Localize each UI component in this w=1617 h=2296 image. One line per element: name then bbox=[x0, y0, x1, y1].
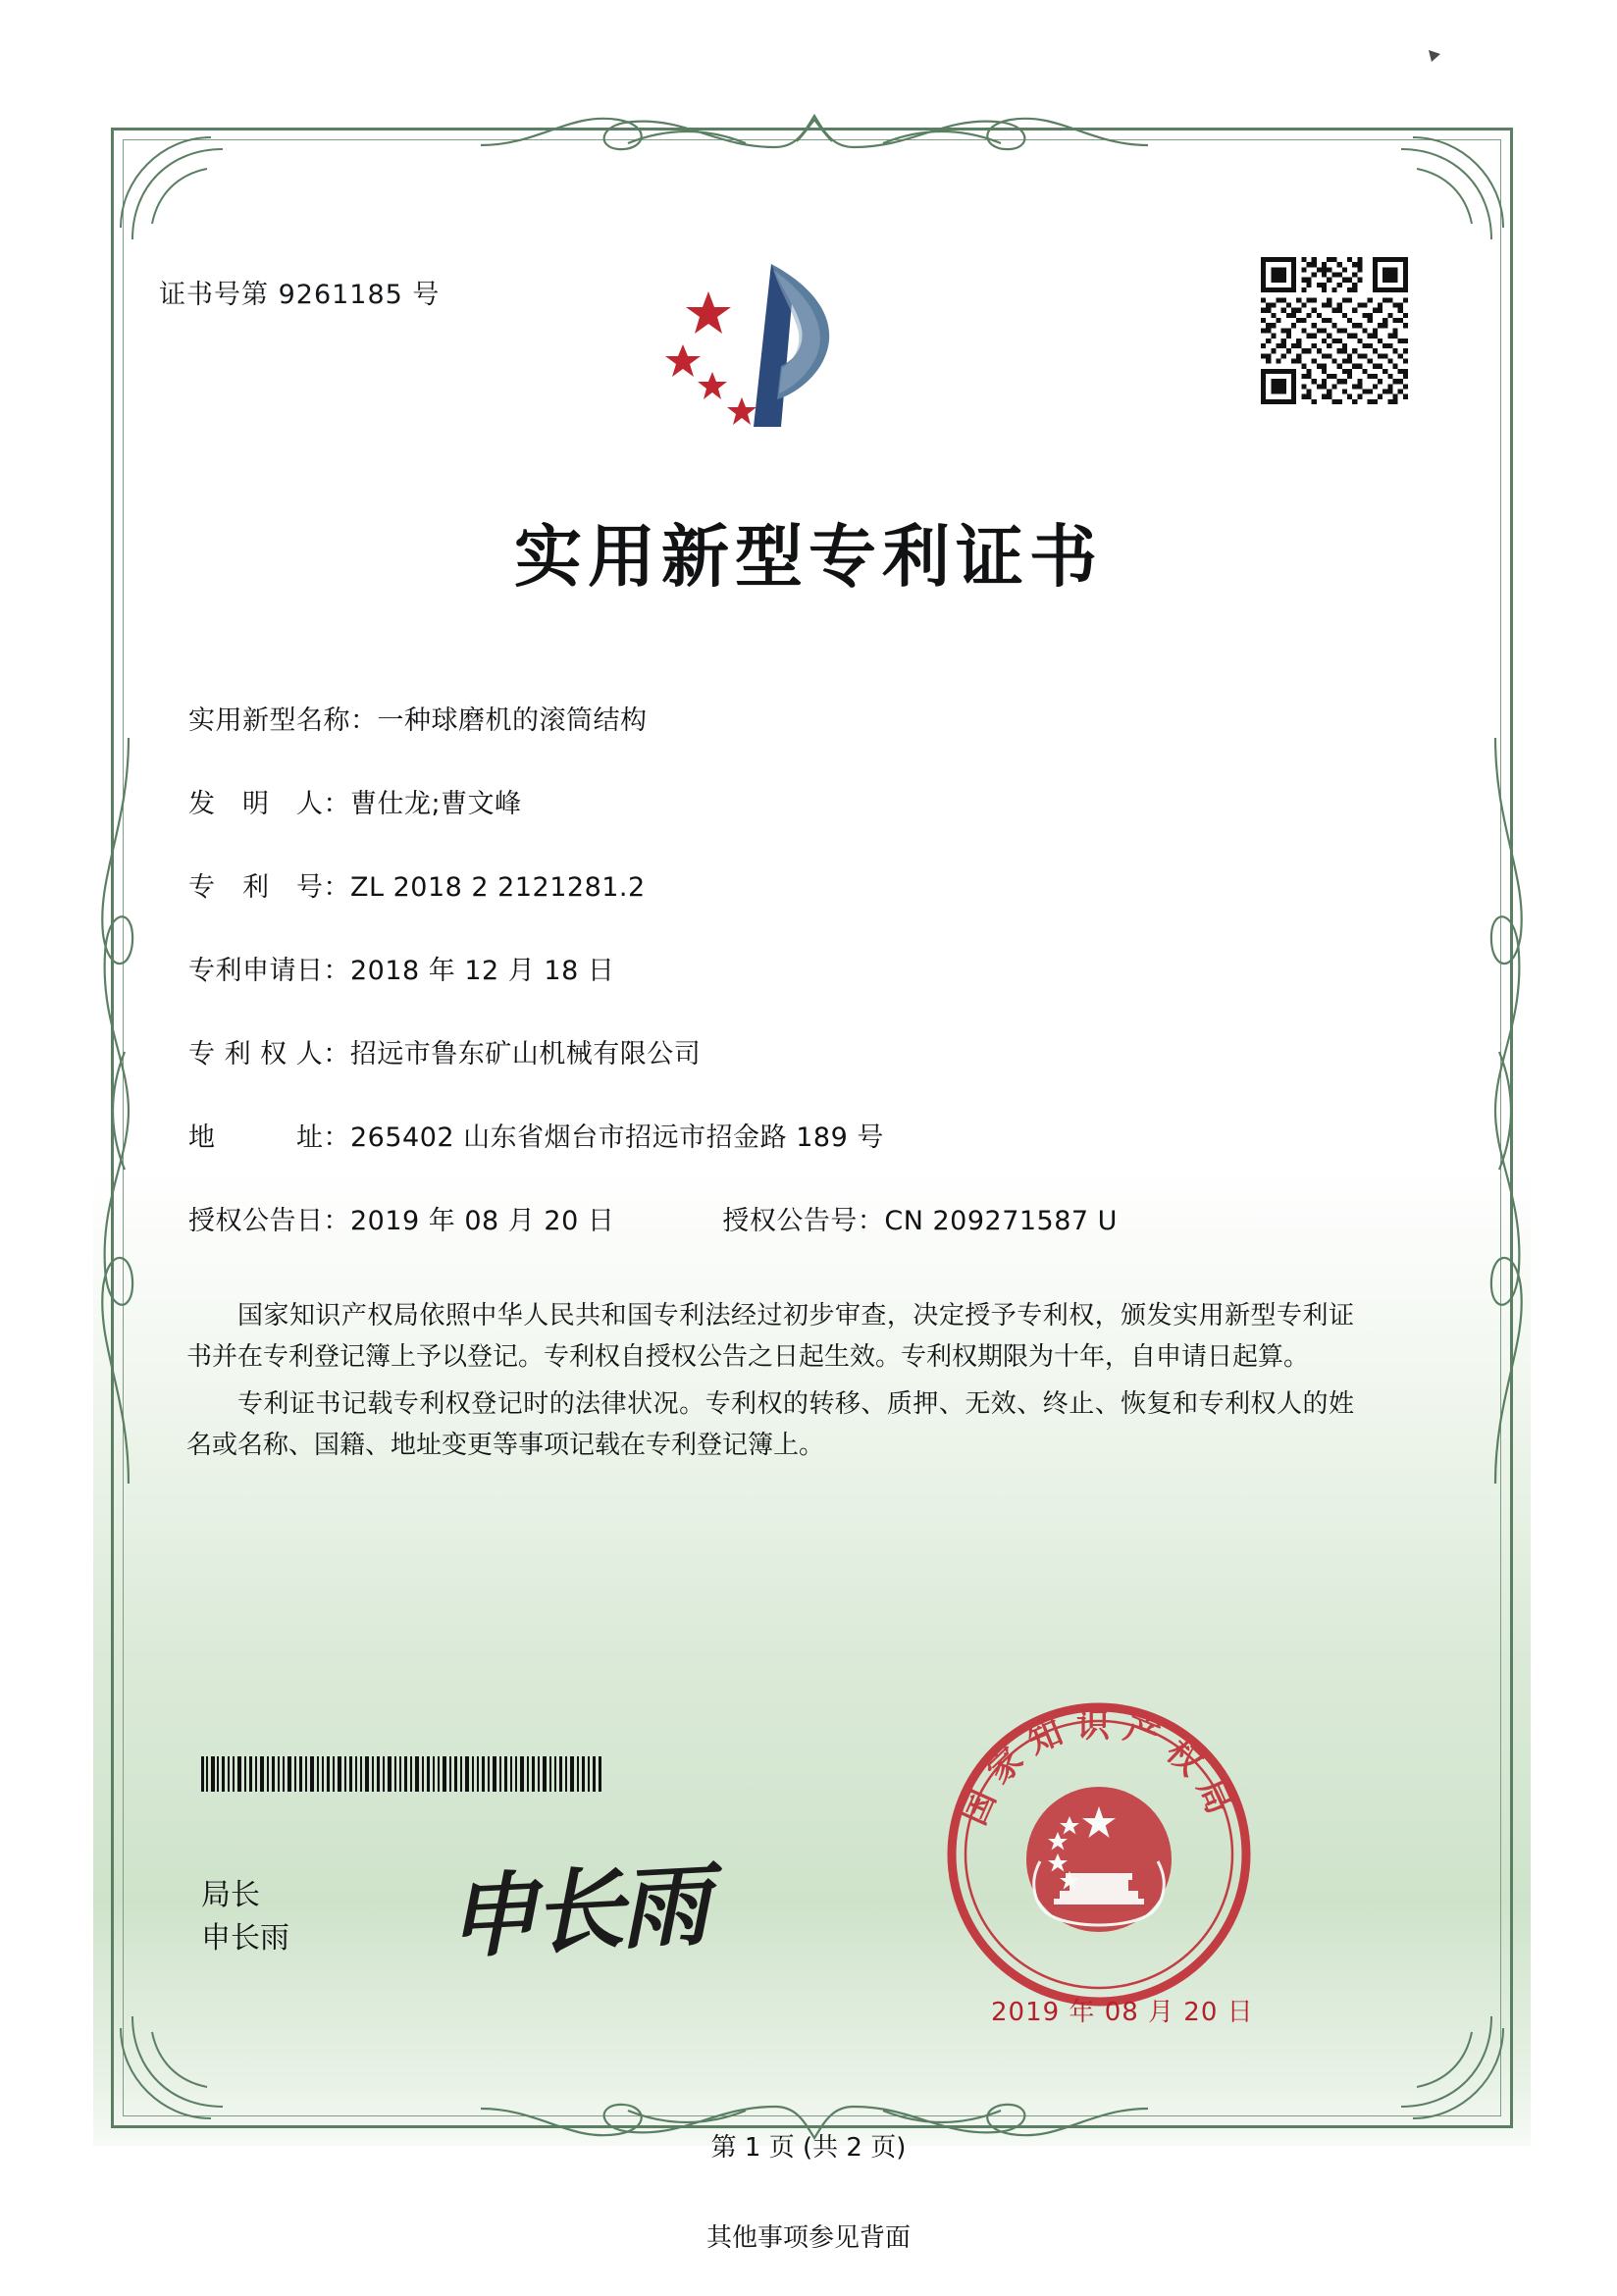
director-title-label: 局长 bbox=[201, 1878, 260, 1912]
field-label-inventor: 发 明 人： bbox=[188, 789, 350, 819]
field-row-grant bbox=[188, 1199, 1346, 1237]
handwritten-signature: 申长雨 bbox=[443, 1852, 709, 1971]
field-label-application-date: 专利申请日： bbox=[188, 956, 350, 986]
field-value-inventor: 曹仕龙;曹文峰 bbox=[350, 789, 522, 819]
field-row-patent-number bbox=[188, 865, 1346, 904]
certificate-number: 证书号第 9261185 号 bbox=[159, 280, 441, 310]
barcode-icon bbox=[201, 1756, 603, 1792]
field-value-patent-number: ZL 2018 2 2121281.2 bbox=[350, 872, 646, 903]
field-row-name bbox=[188, 699, 1346, 737]
national-emblem-seal-icon bbox=[937, 1693, 1261, 2016]
svg-text:国家知识产权局: 国家知识产权局 bbox=[954, 1706, 1244, 1831]
field-label-address: 地 址： bbox=[188, 1122, 350, 1153]
back-side-note: 其他事项参见背面 bbox=[705, 2223, 911, 2253]
field-label-patentee: 专 利 权 人： bbox=[188, 1039, 350, 1070]
page-title: 实用新型专利证书 bbox=[514, 518, 1103, 597]
field-value-application-date: 2018 年 12 月 18 日 bbox=[350, 956, 615, 986]
legal-paragraph-2: 专利证书记载专利权登记时的法律状况。专利权的转移、质押、无效、终止、恢复和专利权人的姓名或名称、国籍、地址变更等事项记载在专利登记簿上。 bbox=[186, 1389, 1354, 1461]
director-name-label: 申长雨 bbox=[201, 1920, 289, 1956]
field-row-patentee bbox=[188, 1032, 1346, 1070]
field-label-name: 实用新型名称： bbox=[188, 705, 378, 736]
seal-date: 2019 年 08 月 20 日 bbox=[991, 1998, 1254, 2027]
field-value-grant-number: CN 209271587 U bbox=[884, 1206, 1118, 1236]
field-label-patent-number: 专 利 号： bbox=[188, 872, 350, 903]
field-label-grant-number: 授权公告号： bbox=[722, 1206, 885, 1236]
legal-text-block bbox=[186, 1295, 1354, 1472]
field-value-name: 一种球磨机的滚筒结构 bbox=[377, 705, 648, 736]
registration-mark-icon bbox=[1428, 49, 1441, 63]
field-value-address: 265402 山东省烟台市招远市招金路 189 号 bbox=[350, 1122, 884, 1153]
field-value-patentee: 招远市鲁东矿山机械有限公司 bbox=[349, 1039, 702, 1070]
field-row-application-date bbox=[188, 949, 1346, 987]
field-list bbox=[188, 699, 1346, 1277]
signature-block bbox=[201, 1874, 289, 1959]
field-label-grant-date: 授权公告日： bbox=[188, 1206, 350, 1236]
page-number: 第 1 页 (共 2 页) bbox=[710, 2133, 907, 2163]
patent-emblem-logo-icon bbox=[648, 250, 873, 432]
field-value-grant-date: 2019 年 08 月 20 日 bbox=[350, 1206, 615, 1236]
qr-code-icon bbox=[1261, 257, 1408, 404]
legal-paragraph-1: 国家知识产权局依照中华人民共和国专利法经过初步审查，决定授予专利权，颁发实用新型专利证书并在专利登记簿上予以登记。专利权自授权公告之日起生效。专利权期限为十年，自申请日起算。 bbox=[186, 1301, 1354, 1373]
field-row-inventor bbox=[188, 782, 1346, 820]
field-row-address bbox=[188, 1116, 1346, 1154]
